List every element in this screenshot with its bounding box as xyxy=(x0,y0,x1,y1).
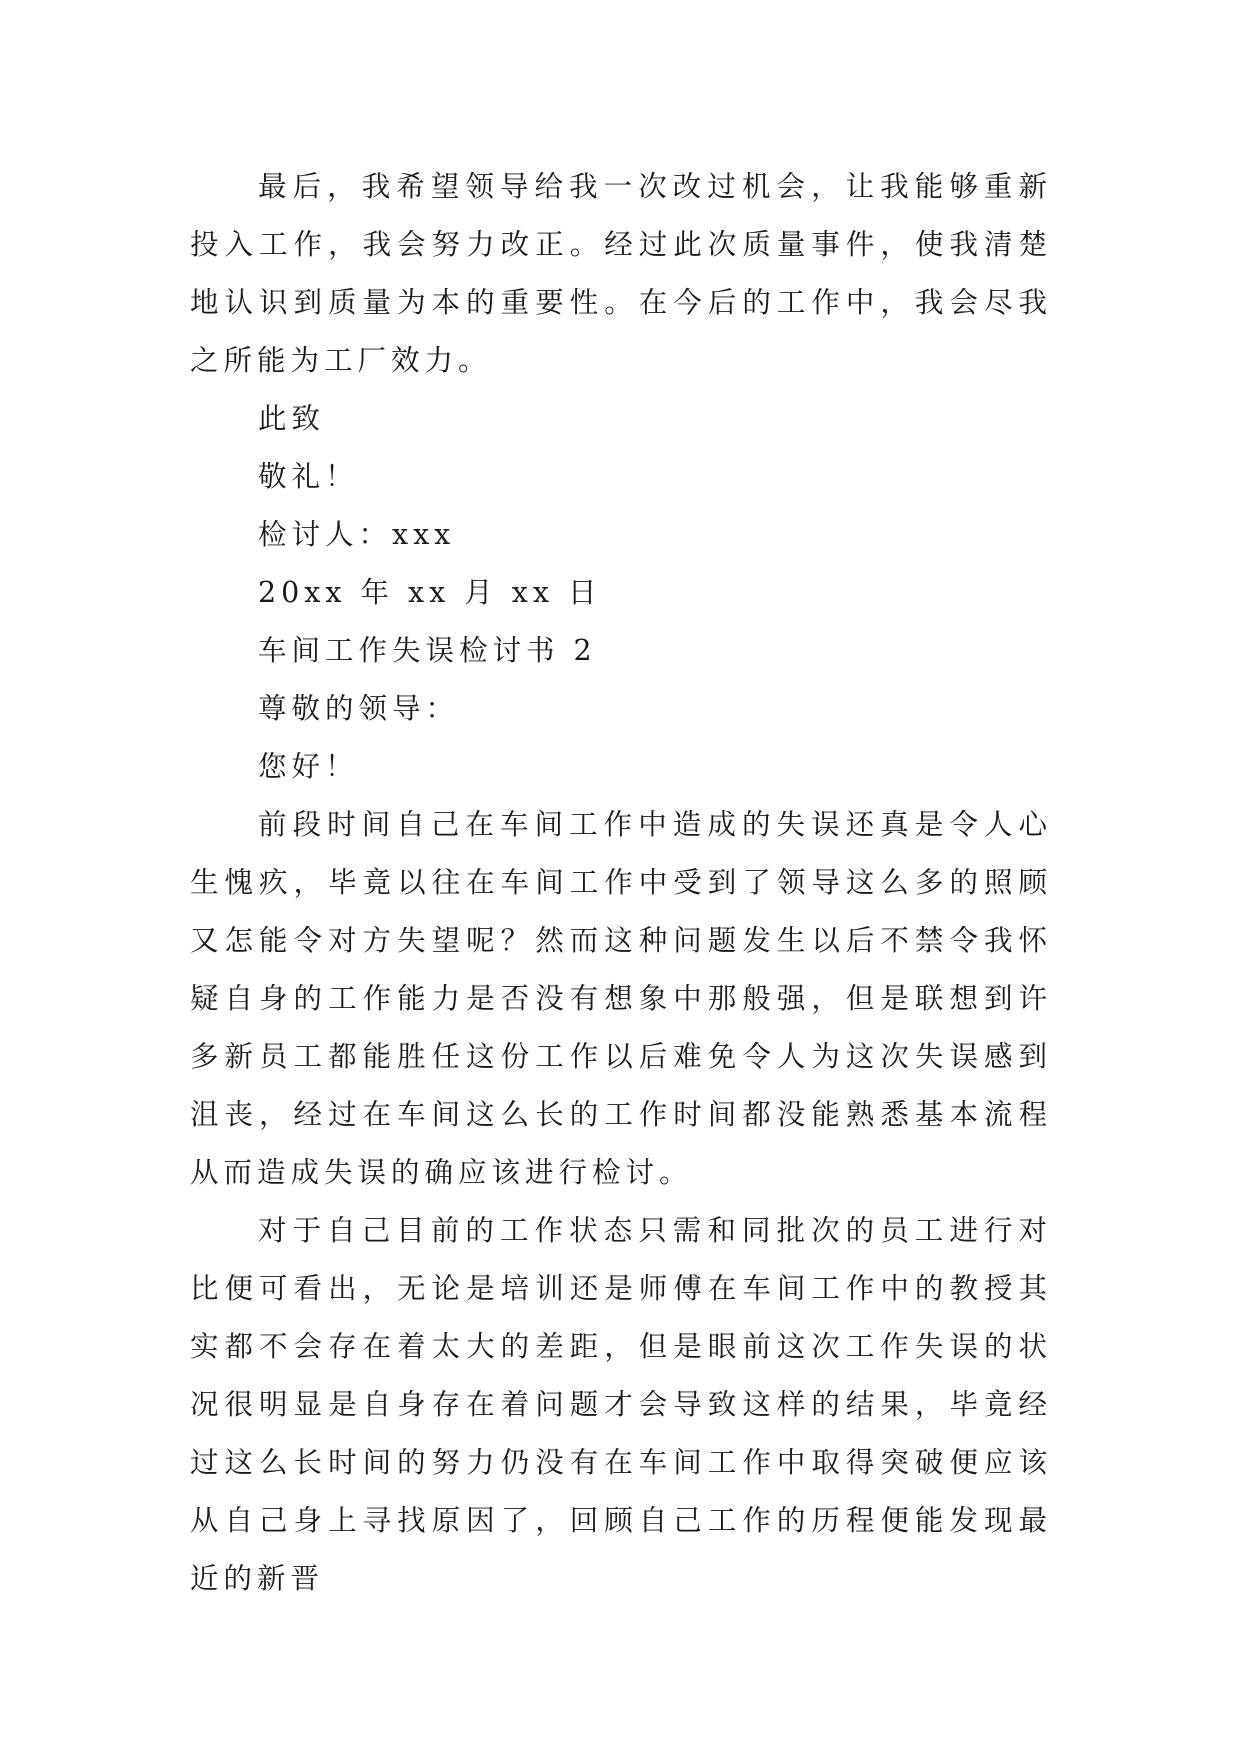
date-line: 20xx 年 xx 月 xx 日 xyxy=(258,576,602,609)
greeting-line: 您好！ xyxy=(258,750,359,783)
salutation-line: 此致 xyxy=(258,402,326,435)
addressee-line: 尊敬的领导： xyxy=(258,692,460,725)
body-paragraph: 对于自己目前的工作状态只需和同批次的员工进行对比便可看出，无论是培训还是师傅在车间工作中的教授其实都不会存在着太大的差距，但是眼前这次工作失误的状况很明显是自身存在着问题才会导致这样的结果，毕竟经过这么长时间的努力仍没有在车间工作中取得突破便应该从自己身上寻找原因了，回顾自己工作的历程便能发现最近的新晋 xyxy=(190,1214,1052,1595)
regards-line: 敬礼！ xyxy=(258,460,359,493)
signer-line: 检讨人：xxx xyxy=(258,518,456,551)
body-paragraph: 前段时间自己在车间工作中造成的失误还真是令人心生愧疚，毕竟以往在车间工作中受到了领导这么多的照顾又怎能令对方失望呢？然而这种问题发生以后不禁令我怀疑自身的工作能力是否没有想象中那般强，但是联想到许多新员工都能胜任这份工作以后难免令人为这次失误感到沮丧，经过在车间这么长的工作时间都没能熟悉基本流程从而造成失误的确应该进行检讨。 xyxy=(190,808,1052,1189)
section-title: 车间工作失误检讨书 2 xyxy=(258,634,597,667)
document-body xyxy=(190,158,1052,1608)
closing-paragraph: 最后，我希望领导给我一次改过机会，让我能够重新投入工作，我会努力改正。经过此次质量事件，使我清楚地认识到质量为本的重要性。在今后的工作中，我会尽我之所能为工厂效力。 xyxy=(190,170,1052,377)
